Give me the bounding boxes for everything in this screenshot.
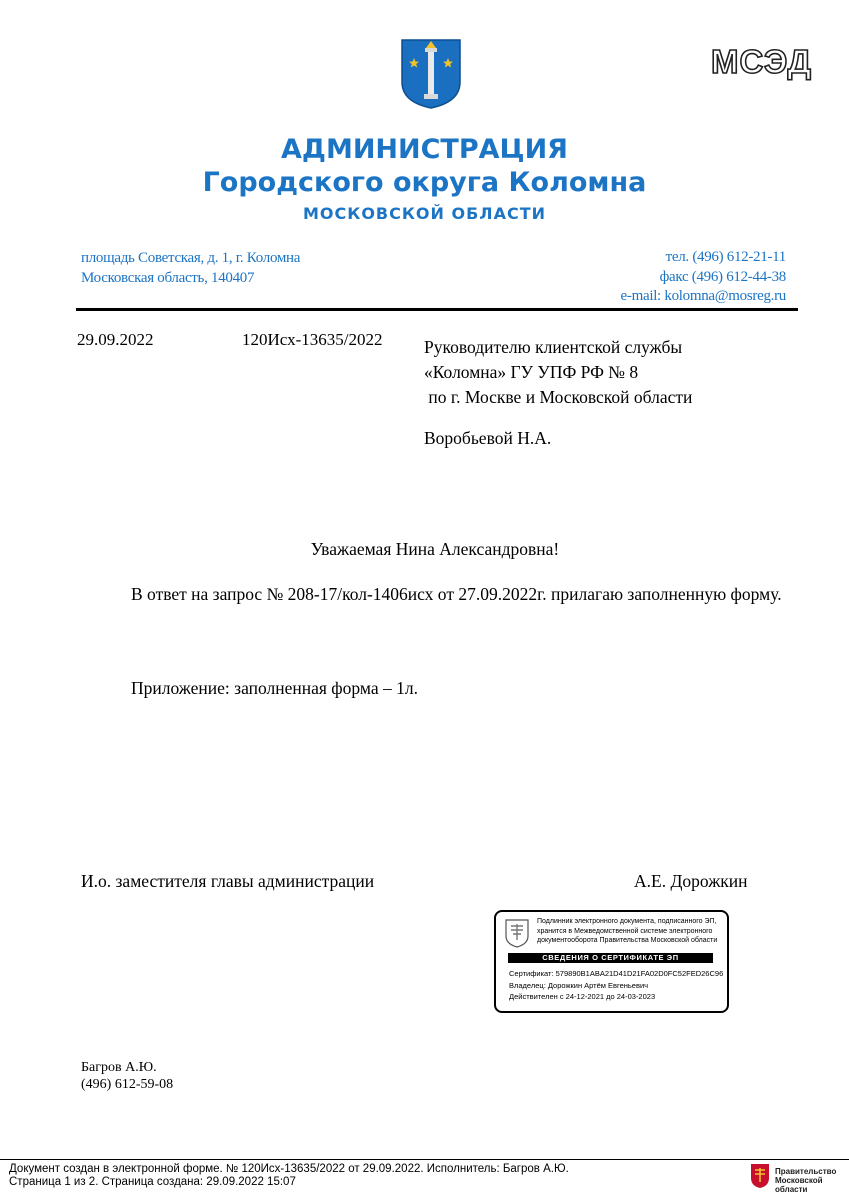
footer-info — [9, 1163, 569, 1188]
stamp-header-line: документооборота Правительства Московской области — [537, 937, 718, 944]
gov-label-line: Правительство — [775, 1167, 837, 1176]
certificate-validity: Действителен с 24-12-2021 до 24-03-2023 — [509, 992, 656, 1001]
kolomna-coat-of-arms-icon — [400, 38, 462, 110]
footer-divider — [0, 1159, 849, 1160]
e-signature-stamp — [494, 910, 729, 1013]
letter-body: В ответ на запрос № 208-17/кол-1406исх от 27.09.2022г. прилагаю заполненную форму. — [131, 584, 782, 604]
signer-position: И.о. заместителя главы администрации — [81, 871, 375, 891]
attachment-note: Приложение: заполненная форма – 1л. — [131, 678, 418, 698]
executor-block — [81, 1059, 173, 1093]
greeting: Уважаемая Нина Александровна! — [310, 539, 560, 559]
recipient-name: Воробьевой Н.А. — [424, 428, 552, 448]
address-line: Московская область, 140407 — [81, 270, 255, 286]
header-divider — [76, 308, 798, 311]
certificate-number: Сертификат: 579890B1ABA21D41D21FA02D0FC52FED26C96 — [509, 969, 724, 978]
recipient-line: Руководителю клиентской службы — [424, 337, 683, 357]
executor-phone: (496) 612-59-08 — [81, 1077, 174, 1092]
gov-label — [775, 1167, 849, 1194]
gov-label-line: Московской области — [775, 1176, 823, 1194]
recipient-line: «Коломна» ГУ УПФ РФ № 8 — [424, 362, 639, 382]
org-region: МОСКОВСКОЙ ОБЛАСТИ — [302, 204, 547, 223]
org-name: Городского округа Коломна — [202, 167, 647, 198]
address-line: площадь Советская, д. 1, г. Коломна — [81, 250, 301, 266]
stamp-title: СВЕДЕНИЯ О СЕРТИФИКАТЕ ЭП — [508, 953, 713, 963]
executor-name: Багров А.Ю. — [81, 1060, 157, 1075]
stamp-header-line: Подлинник электронного документа, подписанного ЭП, — [537, 918, 717, 925]
stamp-header — [537, 917, 717, 946]
phone: тел. (496) 612-21-11 — [665, 249, 786, 265]
registration-number: 120Исх-13635/2022 — [242, 330, 383, 349]
org-title: АДМИНИСТРАЦИЯ — [281, 134, 568, 165]
stamp-header-line: хранится в Межведомственной системе электронного — [537, 927, 713, 935]
footer-line: Документ создан в электронной форме. № 120Исх-13635/2022 от 29.09.2022. Исполнитель: Багров А.Ю. — [9, 1163, 569, 1175]
recipient-block — [424, 335, 692, 410]
moscow-region-government-emblem-icon — [750, 1163, 770, 1189]
letter-date: 29.09.2022 — [77, 330, 154, 349]
footer-line: Страница 1 из 2. Страница создана: 29.09.2022 15:07 — [9, 1175, 296, 1188]
email: e-mail: kolomna@mosreg.ru — [620, 288, 786, 304]
org-contacts — [621, 248, 786, 307]
org-address — [81, 248, 300, 288]
certificate-owner: Владелец: Дорожкин Артём Евгеньевич — [509, 980, 649, 990]
recipient-line: по г. Москве и Московской области — [424, 387, 693, 407]
signer-name: А.Е. Дорожкин — [634, 871, 748, 891]
msed-logo: МСЭД — [711, 43, 813, 80]
fax: факс (496) 612-44-38 — [659, 268, 786, 285]
certificate-details — [509, 968, 723, 1003]
moscow-region-emblem-icon — [505, 918, 529, 948]
